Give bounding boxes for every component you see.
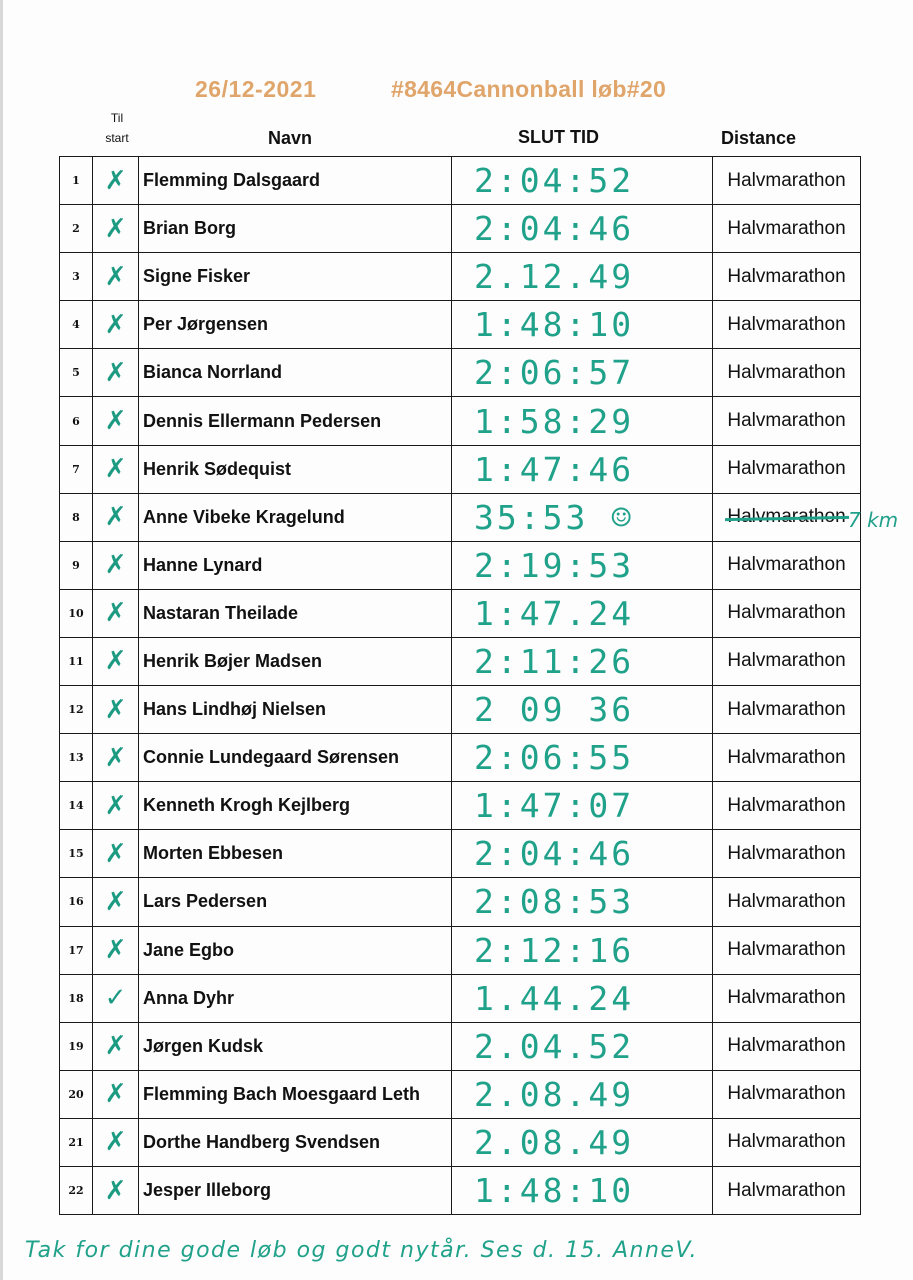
start-check-mark: ✗: [104, 935, 127, 966]
finish-time: 2:04:46: [474, 834, 635, 874]
row-number: 20: [68, 1087, 84, 1101]
finish-time-cell: [452, 1022, 713, 1070]
finish-time: 1:47:46: [474, 449, 635, 489]
finish-time: 2:19:53: [474, 545, 635, 585]
race-distance: Halvmarathon: [727, 1179, 846, 1201]
start-check-mark-cell: [93, 830, 139, 878]
start-check-mark-cell: [93, 493, 139, 541]
race-distance: Halvmarathon: [727, 217, 846, 239]
runner-name-cell: [139, 974, 452, 1022]
race-distance-cell: [713, 1022, 861, 1070]
race-distance-cell: [713, 926, 861, 974]
runner-name-cell: [139, 686, 452, 734]
start-check-mark: ✗: [104, 742, 127, 773]
runner-name-cell: [139, 1070, 452, 1118]
table-row: [60, 830, 861, 878]
runner-name-cell: [139, 734, 452, 782]
runner-name-cell: [139, 205, 452, 253]
race-distance-cell: [713, 637, 861, 685]
row-number: 13: [68, 751, 84, 765]
table-row: [60, 541, 861, 589]
start-check-mark: ✗: [104, 406, 127, 437]
row-number-cell: [60, 349, 93, 397]
runner-name: Dorthe Handberg Svendsen: [143, 1131, 381, 1152]
race-date: 26/12-2021: [195, 76, 317, 102]
race-distance: Halvmarathon: [727, 1083, 846, 1105]
race-distance-cell: [713, 397, 861, 445]
race-distance: Halvmarathon: [727, 265, 846, 287]
table-row: [60, 589, 861, 637]
finish-time: 2:08:53: [474, 882, 635, 922]
race-distance: Halvmarathon: [727, 698, 846, 720]
row-number: 14: [68, 799, 84, 813]
runner-name: Lars Pedersen: [143, 891, 268, 912]
row-number: 21: [68, 1135, 84, 1149]
race-distance-cell: [713, 541, 861, 589]
sheet-header: [3, 76, 913, 106]
race-distance-cell: [713, 349, 861, 397]
start-check-mark: ✗: [104, 838, 127, 869]
row-number-cell: [60, 253, 93, 301]
start-check-mark-cell: [93, 782, 139, 830]
column-distance: Distance: [721, 128, 797, 148]
row-number: 1: [72, 174, 80, 188]
finish-time: 2.08.49: [474, 1074, 635, 1114]
race-distance-cell: [713, 493, 861, 541]
row-number: 5: [72, 366, 80, 380]
runner-name: Jesper Illeborg: [143, 1180, 272, 1201]
runner-name-cell: [139, 1022, 452, 1070]
finish-time: 2.08.49: [474, 1122, 635, 1162]
runner-name: Brian Borg: [143, 218, 237, 239]
runner-name: Flemming Bach Moesgaard Leth: [143, 1083, 421, 1104]
race-distance-cell: [713, 686, 861, 734]
finish-time: 1.44.24: [474, 978, 635, 1018]
row-number: 9: [72, 558, 80, 572]
runner-name: Anne Vibeke Kragelund: [143, 506, 345, 527]
race-distance: Halvmarathon: [727, 987, 846, 1009]
runner-name: Henrik Sødequist: [143, 458, 292, 479]
table-row: [60, 637, 861, 685]
race-distance-cell: [713, 1118, 861, 1166]
table-row: [60, 686, 861, 734]
finish-time: 2:11:26: [474, 641, 635, 681]
table-row: [60, 157, 861, 205]
runner-name: Jane Egbo: [143, 939, 235, 960]
finish-time: 35:53 ☺: [474, 497, 635, 537]
column-til-start: [95, 108, 139, 148]
row-number: 11: [68, 654, 84, 668]
runner-name-cell: [139, 397, 452, 445]
row-number-cell: [60, 1070, 93, 1118]
runner-name: Flemming Dalsgaard: [143, 170, 321, 191]
row-number-cell: [60, 589, 93, 637]
runner-name: Kenneth Krogh Kejlberg: [143, 795, 351, 816]
race-distance: Halvmarathon: [727, 410, 846, 432]
race-distance: Halvmarathon: [727, 794, 846, 816]
table-row: [60, 734, 861, 782]
start-check-mark: ✗: [104, 646, 127, 677]
start-check-mark-cell: [93, 686, 139, 734]
row-number: 17: [68, 943, 84, 957]
runner-name-cell: [139, 301, 452, 349]
finish-time: 2:04:52: [474, 161, 635, 201]
runner-name-cell: [139, 493, 452, 541]
finish-time-cell: [452, 205, 713, 253]
row-number-cell: [60, 157, 93, 205]
row-number-cell: [60, 878, 93, 926]
runner-name: Morten Ebbesen: [143, 843, 284, 864]
column-navn: Navn: [268, 128, 313, 148]
row-number: 19: [68, 1039, 84, 1053]
runner-name: Hans Lindhøj Nielsen: [143, 699, 327, 720]
finish-time: 2:12:16: [474, 930, 635, 970]
runner-name-cell: [139, 349, 452, 397]
table-row: [60, 1022, 861, 1070]
finish-time-cell: [452, 1070, 713, 1118]
row-number-cell: [60, 1118, 93, 1166]
table-row: [60, 974, 861, 1022]
race-distance-cell: [713, 830, 861, 878]
start-check-mark-cell: [93, 397, 139, 445]
row-number: 2: [72, 222, 80, 236]
start-check-mark-cell: [93, 349, 139, 397]
runner-name-cell: [139, 589, 452, 637]
table-row: [60, 301, 861, 349]
finish-time: 2.04.52: [474, 1026, 635, 1066]
finish-time-cell: [452, 301, 713, 349]
start-check-mark-cell: [93, 878, 139, 926]
finish-time-cell: [452, 1118, 713, 1166]
race-distance-cell: [713, 253, 861, 301]
row-number-cell: [60, 205, 93, 253]
event-title: #8464Cannonball løb#20: [391, 76, 667, 102]
column-til-start-line1: Til: [110, 111, 124, 125]
runner-name: Jørgen Kudsk: [143, 1035, 264, 1056]
start-check-mark: ✗: [104, 502, 127, 533]
row8-distance-note: 7 km: [848, 508, 899, 532]
row-number: 16: [68, 895, 84, 909]
finish-time-cell: [452, 589, 713, 637]
finish-time: 1:48:10: [474, 1171, 635, 1211]
runner-name: Hanne Lynard: [143, 554, 263, 575]
start-check-mark-cell: [93, 1118, 139, 1166]
finish-time-cell: [452, 349, 713, 397]
runners-table-body: [60, 157, 861, 1215]
runners-table: [59, 156, 861, 1215]
finish-time-cell: [452, 974, 713, 1022]
table-row: [60, 926, 861, 974]
start-check-mark: ✗: [104, 309, 127, 340]
start-check-mark: ✗: [104, 790, 127, 821]
runner-name-cell: [139, 830, 452, 878]
finish-time-cell: [452, 830, 713, 878]
table-row: [60, 1118, 861, 1166]
start-check-mark-cell: [93, 253, 139, 301]
start-check-mark-cell: [93, 301, 139, 349]
start-check-mark-cell: [93, 1022, 139, 1070]
runner-name-cell: [139, 541, 452, 589]
race-distance-cell: [713, 878, 861, 926]
start-check-mark: ✓: [104, 983, 127, 1014]
finish-time-cell: [452, 734, 713, 782]
finish-time: 1:47.24: [474, 593, 635, 633]
table-row: [60, 253, 861, 301]
race-distance: Halvmarathon: [727, 602, 846, 624]
race-distance-cell: [713, 1070, 861, 1118]
runner-name-cell: [139, 926, 452, 974]
finish-time-cell: [452, 397, 713, 445]
row-number-cell: [60, 974, 93, 1022]
row-number: 12: [68, 703, 84, 717]
start-check-mark: ✗: [104, 694, 127, 725]
race-distance-cell: [713, 205, 861, 253]
row-number-cell: [60, 397, 93, 445]
race-distance: Halvmarathon: [727, 554, 846, 576]
start-check-mark: ✗: [104, 165, 127, 196]
row-number-cell: [60, 734, 93, 782]
finish-time: 2:06:57: [474, 353, 635, 393]
table-row: [60, 1166, 861, 1214]
runner-name-cell: [139, 445, 452, 493]
runner-name-cell: [139, 1166, 452, 1214]
finish-time-cell: [452, 157, 713, 205]
start-check-mark-cell: [93, 541, 139, 589]
runner-name-cell: [139, 253, 452, 301]
start-check-mark: ✗: [104, 1127, 127, 1158]
row-number-cell: [60, 686, 93, 734]
row-number: 15: [68, 847, 84, 861]
start-check-mark-cell: [93, 589, 139, 637]
row-number: 10: [68, 606, 84, 620]
race-distance: Halvmarathon: [727, 890, 846, 912]
start-check-mark-cell: [93, 734, 139, 782]
runner-name: Connie Lundegaard Sørensen: [143, 747, 400, 768]
finish-time: 1:47:07: [474, 786, 635, 826]
row-number: 6: [72, 414, 80, 428]
start-check-mark: ✗: [104, 213, 127, 244]
start-check-mark-cell: [93, 205, 139, 253]
race-distance-cell: [713, 734, 861, 782]
runner-name: Signe Fisker: [143, 266, 251, 287]
race-distance-cell: [713, 1166, 861, 1214]
finish-time-cell: [452, 926, 713, 974]
race-distance: Halvmarathon: [727, 1131, 846, 1153]
start-check-mark: ✗: [104, 1175, 127, 1206]
race-distance: Halvmarathon: [727, 169, 846, 191]
finish-time: 1:58:29: [474, 401, 635, 441]
race-distance: Halvmarathon: [727, 361, 846, 383]
finish-time-cell: [452, 637, 713, 685]
start-check-mark-cell: [93, 445, 139, 493]
row-number: 8: [72, 510, 80, 524]
race-distance: Halvmarathon: [727, 458, 846, 480]
start-check-mark-cell: [93, 637, 139, 685]
column-slut-tid: SLUT TID: [518, 127, 599, 147]
race-distance-cell: [713, 782, 861, 830]
race-distance: Halvmarathon: [727, 506, 846, 528]
row-number: 4: [72, 318, 80, 332]
race-distance: Halvmarathon: [727, 842, 846, 864]
row-number-cell: [60, 782, 93, 830]
race-distance: Halvmarathon: [727, 746, 846, 768]
start-check-mark-cell: [93, 974, 139, 1022]
runner-name: Nastaran Theilade: [143, 602, 299, 623]
finish-time-cell: [452, 541, 713, 589]
start-check-mark: ✗: [104, 1079, 127, 1110]
finish-time: 2 09 36: [474, 690, 635, 730]
finish-time-cell: [452, 445, 713, 493]
start-check-mark: ✗: [104, 1031, 127, 1062]
table-row: [60, 1070, 861, 1118]
start-check-mark-cell: [93, 157, 139, 205]
finish-time: 2.12.49: [474, 257, 635, 297]
runner-name-cell: [139, 782, 452, 830]
finish-time-cell: [452, 1166, 713, 1214]
runner-name: Henrik Bøjer Madsen: [143, 650, 323, 671]
start-check-mark: ✗: [104, 886, 127, 917]
start-check-mark-cell: [93, 1166, 139, 1214]
runner-name-cell: [139, 157, 452, 205]
row-number-cell: [60, 926, 93, 974]
finish-time: 2:06:55: [474, 738, 635, 778]
start-check-mark-cell: [93, 926, 139, 974]
race-distance-cell: [713, 589, 861, 637]
start-check-mark: ✗: [104, 261, 127, 292]
runner-name-cell: [139, 1118, 452, 1166]
finish-time-cell: [452, 782, 713, 830]
row-number-cell: [60, 830, 93, 878]
race-distance-cell: [713, 974, 861, 1022]
row-number-cell: [60, 445, 93, 493]
runner-name: Per Jørgensen: [143, 314, 269, 335]
row-number-cell: [60, 493, 93, 541]
finish-time-cell: [452, 686, 713, 734]
row-number: 22: [68, 1184, 84, 1198]
race-distance: Halvmarathon: [727, 650, 846, 672]
table-row: [60, 349, 861, 397]
race-distance-cell: [713, 157, 861, 205]
table-row: [60, 397, 861, 445]
race-distance: Halvmarathon: [727, 939, 846, 961]
row-number-cell: [60, 301, 93, 349]
finish-time-cell: [452, 493, 713, 541]
finish-time-cell: [452, 878, 713, 926]
finish-time: 1:48:10: [474, 305, 635, 345]
start-check-mark: ✗: [104, 454, 127, 485]
table-row: [60, 445, 861, 493]
table-row: [60, 205, 861, 253]
finish-time: 2:04:46: [474, 209, 635, 249]
runner-name-cell: [139, 637, 452, 685]
row-number: 3: [72, 270, 80, 284]
race-distance-cell: [713, 445, 861, 493]
row-number: 18: [68, 991, 84, 1005]
start-check-mark: ✗: [104, 598, 127, 629]
column-til-start-line2: start: [105, 131, 129, 145]
runner-name: Dennis Ellermann Pedersen: [143, 410, 382, 431]
table-row: [60, 782, 861, 830]
race-distance: Halvmarathon: [727, 1035, 846, 1057]
runner-name: Bianca Norrland: [143, 362, 283, 383]
runner-name: Anna Dyhr: [143, 987, 235, 1008]
race-distance-cell: [713, 301, 861, 349]
start-check-mark: ✗: [104, 357, 127, 388]
runner-name-cell: [139, 878, 452, 926]
table-row: [60, 493, 861, 541]
finish-time-cell: [452, 253, 713, 301]
row-number-cell: [60, 1022, 93, 1070]
handwritten-footer-note: Tak for dine gode løb og godt nytår. Ses d. 15. AnneV.: [25, 1238, 698, 1263]
row-number-cell: [60, 541, 93, 589]
start-check-mark-cell: [93, 1070, 139, 1118]
start-check-mark: ✗: [104, 550, 127, 581]
table-row: [60, 878, 861, 926]
row-number: 7: [72, 462, 80, 476]
race-distance: Halvmarathon: [727, 313, 846, 335]
row-number-cell: [60, 637, 93, 685]
row-number-cell: [60, 1166, 93, 1214]
